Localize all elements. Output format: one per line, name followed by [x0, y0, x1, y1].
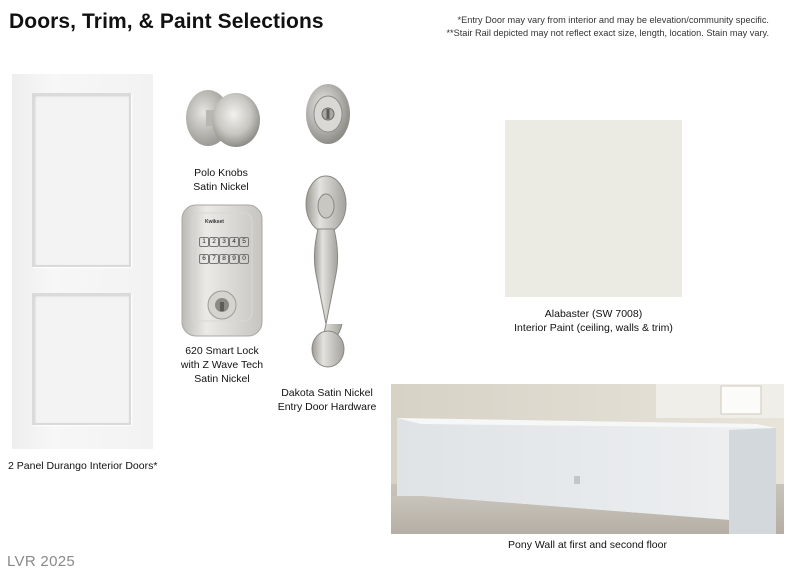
keypad-key: 1	[199, 237, 209, 247]
door-upper-panel	[32, 93, 131, 267]
keypad-key: 7	[209, 254, 219, 264]
watermark: LVR 2025	[7, 553, 76, 570]
pony-wall-caption: Pony Wall at first and second floor	[508, 539, 667, 551]
paint-usage: Interior Paint (ceiling, walls & trim)	[514, 322, 673, 334]
polo-knob-caption	[183, 166, 259, 194]
keypad-key: 3	[219, 237, 229, 247]
smart-lock-image	[178, 203, 266, 338]
keypad-key: 9	[229, 254, 239, 264]
handleset-image	[302, 174, 354, 370]
entry-hardware-caption	[270, 386, 384, 414]
smart-lock-keypad	[199, 237, 247, 264]
polo-knob-image	[184, 86, 262, 150]
disclaimer-notes	[446, 14, 769, 40]
keypad-key: 6	[199, 254, 209, 264]
interior-door-caption: 2 Panel Durango Interior Doors*	[8, 460, 158, 472]
paint-color-name: Alabaster (SW 7008)	[544, 308, 643, 320]
smart-lock-finish: Satin Nickel	[194, 373, 250, 385]
entry-hardware-type: Entry Door Hardware	[277, 401, 377, 413]
keypad-key: 5	[239, 237, 249, 247]
disclaimer-stair-rail: **Stair Rail depicted may not reflect exact size, length, location. Stain may vary.	[446, 28, 769, 38]
smart-lock-feature: with Z Wave Tech	[180, 359, 264, 371]
paint-caption	[494, 307, 693, 335]
smart-lock-name: 620 Smart Lock	[185, 345, 259, 357]
door-lower-panel	[32, 293, 131, 425]
keypad-key: 8	[219, 254, 229, 264]
smart-lock-caption	[172, 344, 272, 386]
polo-knob-finish: Satin Nickel	[193, 181, 249, 193]
keypad-key: 2	[209, 237, 219, 247]
entry-hardware-name: Dakota Satin Nickel	[281, 387, 373, 399]
keypad-key: 0	[239, 254, 249, 264]
disclaimer-entry-door: *Entry Door may vary from interior and may be elevation/community specific.	[457, 15, 769, 25]
deadbolt-image	[304, 82, 352, 146]
interior-door-image	[12, 74, 153, 449]
keypad-key: 4	[229, 237, 239, 247]
smart-lock-brand: Kwikset	[205, 219, 224, 225]
paint-color-swatch	[505, 120, 682, 297]
pony-wall-photo	[391, 384, 784, 534]
page-title: Doors, Trim, & Paint Selections	[9, 10, 324, 33]
polo-knob-name: Polo Knobs	[194, 167, 248, 179]
